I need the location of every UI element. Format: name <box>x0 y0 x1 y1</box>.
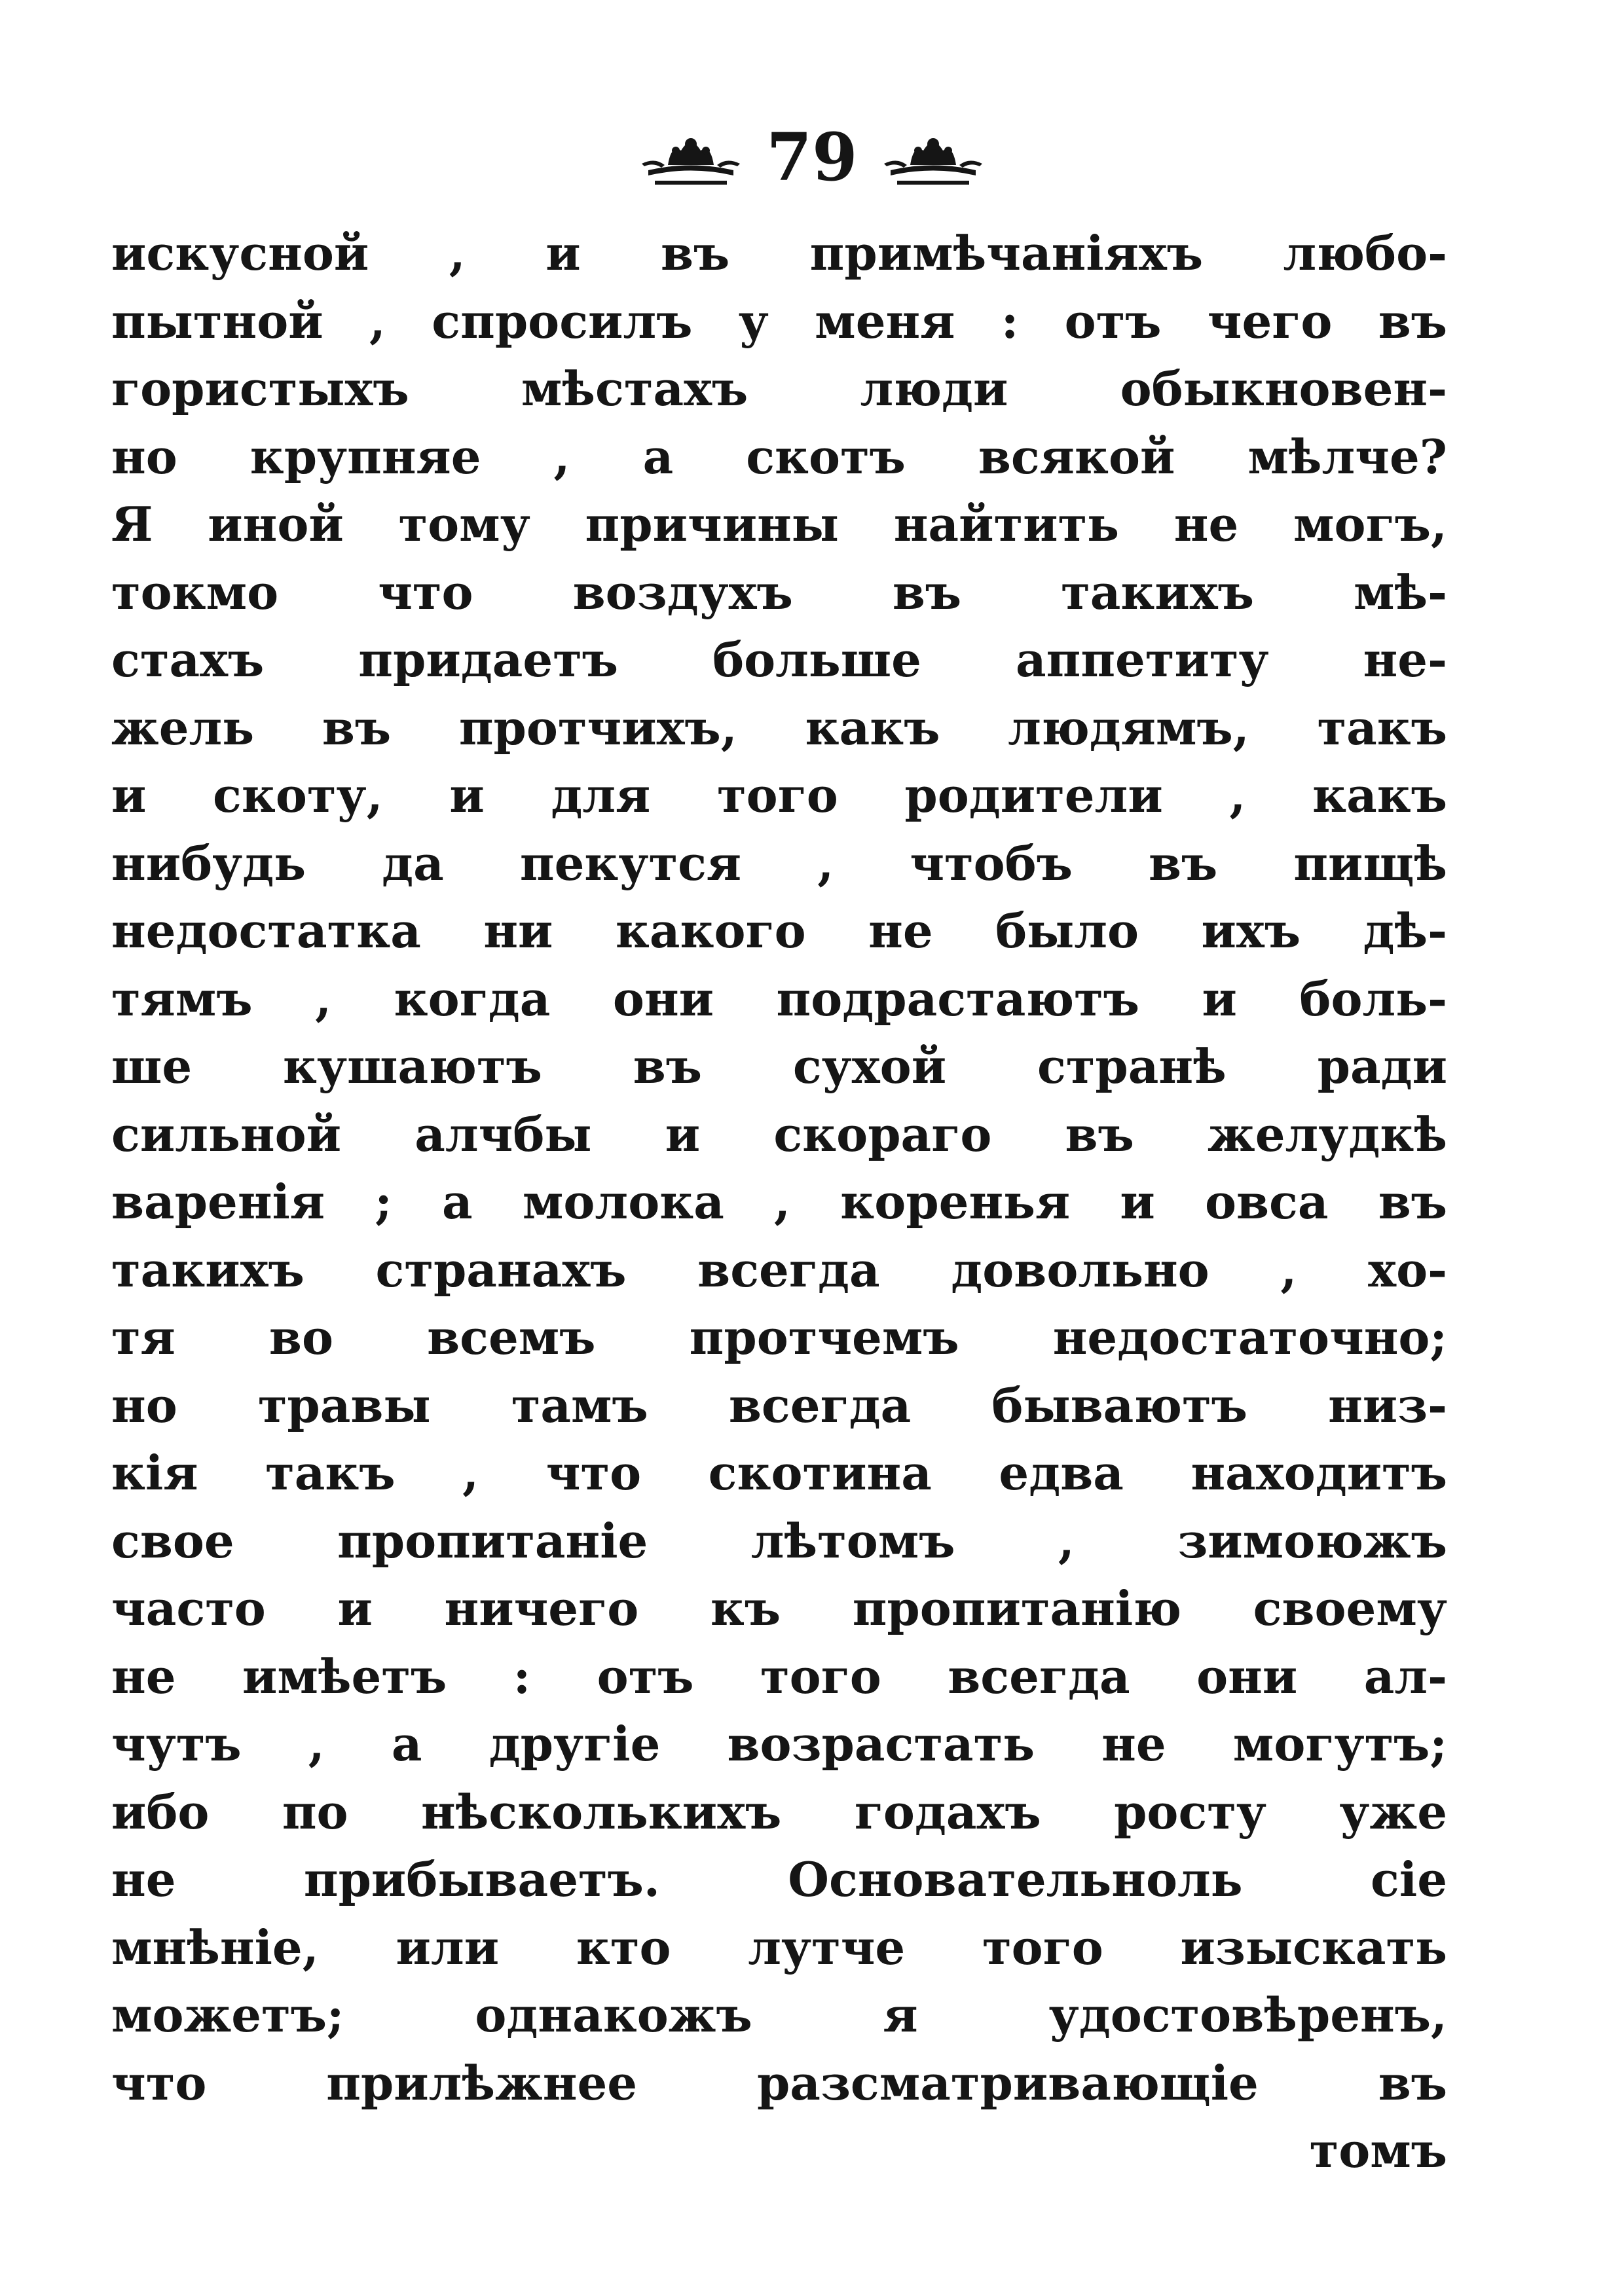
text-line: тямъ , когда они подрастаютъ и боль- <box>111 970 1447 1027</box>
text-line: свое пропитаніе лѣтомъ , зимоюжъ <box>111 1512 1447 1569</box>
text-line: гористыхъ мѣстахъ люди обыкновен- <box>111 361 1447 416</box>
text-line: жель въ протчихъ, какъ людямъ, такъ <box>111 699 1447 756</box>
body-text <box>111 219 1447 2185</box>
text-line: Я иной тому причины найтить не могъ, <box>111 496 1447 552</box>
text-line: ше кушаютъ въ сухой странѣ ради <box>111 1038 1447 1094</box>
text-line: и скоту, и для того родители , какъ <box>111 767 1447 823</box>
text-line: сильной алчбы и скораго въ желудкѣ <box>111 1106 1447 1162</box>
text-line: варенія ; а молока , коренья и овса въ <box>111 1174 1447 1230</box>
text-line: что прилѣжнее разсматривающіе въ <box>111 2054 1447 2111</box>
text-line: токмо что воздухъ въ такихъ мѣ- <box>111 564 1447 620</box>
page-header <box>0 118 1624 196</box>
text-line: но крупняе , а скотъ всякой мѣлче? <box>111 428 1447 484</box>
text-line: нибудь да пекутся , чтобъ въ пищѣ <box>111 835 1447 891</box>
text-line: тя во всемъ протчемъ недостаточно; <box>111 1309 1447 1365</box>
text-line: ибо по нѣсколькихъ годахъ росту уже <box>111 1783 1447 1840</box>
text-line: искусной , и въ примѣчаніяхъ любо- <box>111 225 1447 281</box>
text-line: часто и ничего къ пропитанію своему <box>111 1580 1447 1636</box>
text-line: такихъ странахъ всегда довольно , хо- <box>111 1241 1447 1298</box>
page-number: 79 <box>766 118 858 196</box>
text-line: пытной , спросилъ у меня : отъ чего въ <box>111 293 1447 349</box>
text-line: можетъ; однакожъ я удостовѣренъ, <box>111 1987 1447 2043</box>
crown-ornament-icon <box>884 124 982 190</box>
text-line: не имѣетъ : отъ того всегда они ал- <box>111 1648 1447 1704</box>
text-line: мнѣніе, или кто лутче того изыскать <box>111 1919 1447 1975</box>
text-line: кія такъ , что скотина едва находитъ <box>111 1445 1447 1501</box>
text-line: не прибываетъ. Основательноль сіе <box>111 1851 1447 1907</box>
text-line: стахъ придаетъ больше аппетиту не- <box>111 632 1447 687</box>
catchword: томъ <box>1309 2123 1447 2178</box>
crown-ornament-icon <box>642 124 740 190</box>
text-line: недостатка ни какого не было ихъ дѣ- <box>111 903 1447 958</box>
text-line: но травы тамъ всегда бываютъ низ- <box>111 1377 1447 1433</box>
text-line: чутъ , а другіе возрастать не могутъ; <box>111 1716 1447 1772</box>
